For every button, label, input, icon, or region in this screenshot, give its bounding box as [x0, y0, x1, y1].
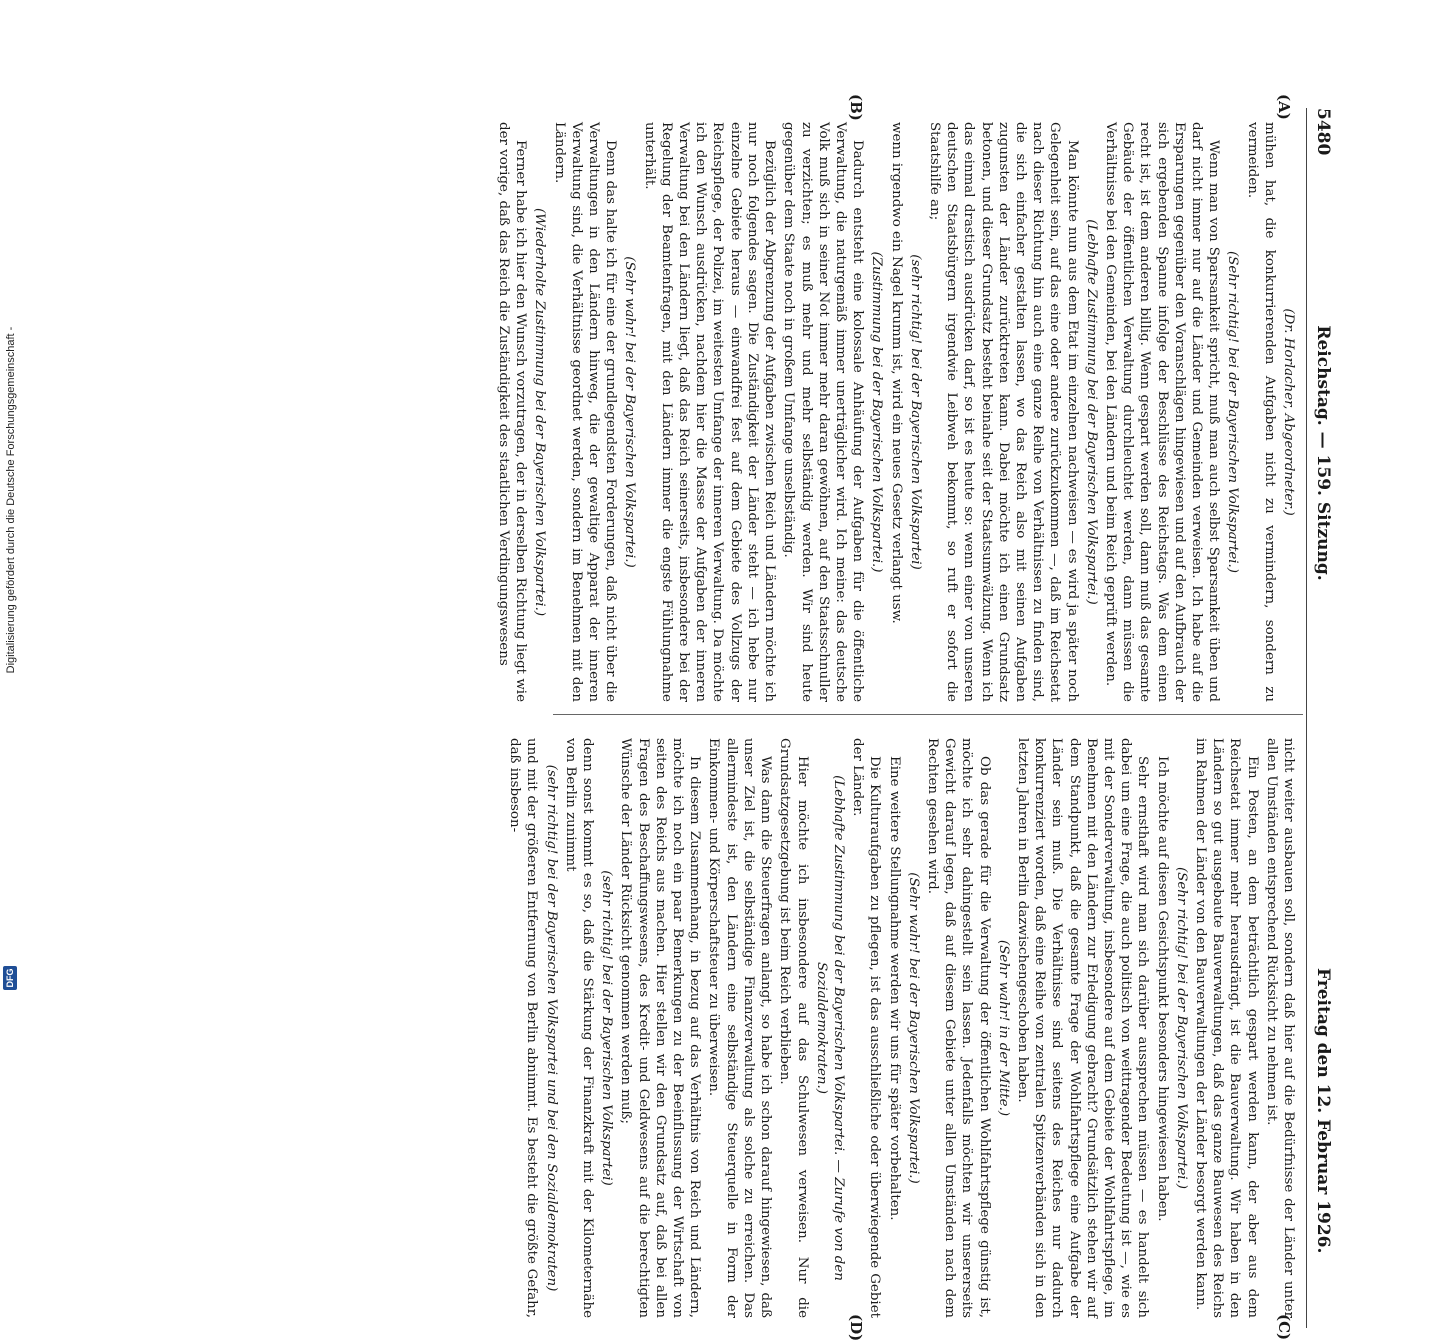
- paragraph: Ich möchte auf diesen Gesichtspunkt besonders hingewiesen haben.: [1154, 756, 1170, 1222]
- interjection: (sehr richtig! bei der Bayerischen Volkspartei): [599, 870, 615, 1186]
- paragraph: Eine weitere Stellungnahme werden wir uns für später vorbehalten.: [886, 756, 902, 1221]
- paragraph: Dadurch entsteht eine kolossale Anhäufung der Aufgaben für die öffentliche Verwaltung, die naturgemäß immer unerträglicher wird. Ich meine: das deutsche Volk muß sich in seiner Not immer mehr daran gewöhnen, auf den Staatsschnuller zu verzichten; es muß mehr und mehr selbständig werden. Wir sind heute gegenüber dem Staate noch in großem Umfange unselbständig.: [781, 122, 866, 702]
- interjection: (sehr richtig! bei der Bayerischen Volkspartei und bei den Sozialdemokraten): [543, 764, 559, 1292]
- margin-mark-b: (B): [847, 94, 865, 121]
- paragraph: (Dr. Horlacher, Abgeordneter.): [1281, 308, 1296, 516]
- interjection: (sehr richtig! bei der Bayerischen Volkspartei): [907, 254, 923, 570]
- interjection: (Sehr richtig! bei der Bayerischen Volkspartei.): [1173, 866, 1189, 1190]
- paragraph: Bezüglich der Abgrenzung der Aufgaben zwischen Reich und Ländern möchte ich nur noch folgendes sagen. Die Zuständigkeit der Länder steht — ich hebe nur einzelne Gebiete heraus — einwandfrei fest auf dem Gebiete des Vollzugs der Reichspflege, der Polizei, im weitesten Umfange der inneren Verwaltung. Da möchte ich den Wunsch ausdrücken, nachdem hier die Masse der Aufgaben der inneren Verwaltung bei den Ländern liegt, daß das Reich seinerseits, insbesondere bei der Regelung der Beamtenfragen, mit den Ländern immer die engste Fühlungnahme unterhält.: [641, 122, 778, 702]
- column-divider: [553, 714, 1303, 715]
- margin-mark-d: (D): [847, 1314, 865, 1341]
- paragraph: Sehr ernsthaft wird man sich darüber aussprechen müssen — es handelt sich dabei um eine Frage, die auch politisch von weittragender Bedeutung ist —, wie es mit der Sonderverwaltung, insbesondere auf dem Gebiete der Wohlfahrtspflege, im Benehmen mit den Ländern zur Erledigung gebracht? Grundsätzlich stehen wir auf dem Standpunkt, daß die gesamte Frage der Wohlfahrtspflege eine Aufgabe der Länder sein muß. Die Verhältnisse sind seitens des Reiches nur dadurch konkurrenziert worden, daß eine Reihe von zentralen Spitzenverbänden sich in den letzten Jahren in Berlin dazwischengeschoben haben.: [1014, 738, 1151, 1318]
- document-sheet: [113, 94, 1333, 1341]
- paragraph: denn sonst kommt es so, daß die Stärkung der Finanzkraft mit der Kilometernähe von Berlin zunimmt: [562, 738, 596, 1318]
- margin-mark-a: (A): [1275, 94, 1293, 120]
- interjection: (Wiederholte Zustimmung bei der Bayerischen Volkspartei.): [532, 207, 548, 617]
- page-header: [1306, 108, 1333, 1328]
- paragraph: Man könnte nun aus dem Etat im einzelnen nachweisen — es wird ja später noch Gelegenheit sein, auf das eine oder andere zurückzukommen —, daß im Reichsetat nach dieser Richtung hin auch eine ganze Reihe von Verhältnissen zu finden sind, die sich einfacher gestalten lassen, wo das Reich also mit seinen Aufgaben zugunsten der Länder zurücktreten kann. Dabei möchte ich einen Grundsatz betonen, und dieser Grundsatz besteht beinahe seit der Staatsumwälzung. Wenn ich das einmal drastisch ausdrücken darf, so ist es heute so: wenn einer von unseren deutschen Staatsbürgern irgendwie Leibweh bekommt, so ruft er sofort die Staatshilfe an;: [926, 122, 1080, 702]
- page-number: 5480: [1313, 108, 1333, 156]
- paragraph: Ein Posten, an dem beträchtlich gespart werden kann, der aber aus dem Reichsetat immer mehr herausdrängt, ist die Bauverwaltung. Wir haben in den Ländern so gut ausgebaute Bauverwaltungen, daß das ganze Bauwesen des Reichs im Rahmen der Länder von den Bauverwaltungen der Länder besorgt werden kann.: [1192, 738, 1260, 1318]
- interjection: (Sehr wahr! bei der Bayerischen Volkspartei.): [622, 256, 638, 568]
- dfg-logo-text: DFG: [5, 968, 15, 988]
- paragraph: nicht weiter ausbauen soll, sondern daß hier auf die Bedürfnisse der Länder unter allen Umständen entsprechend Rücksicht zu nehmen ist.: [1263, 738, 1296, 1318]
- paragraph: wenn irgendwo ein Nagel krumm ist, wird ein neues Gesetz verlangt usw.: [888, 122, 904, 624]
- paragraph: mühen hat, die konkurrierenden Aufgaben nicht zu vermindern, sondern zu vermeiden.: [1244, 122, 1277, 702]
- digitization-credit: [0, 0, 22, 1000]
- paragraph: In diesem Zusammenhang, in bezug auf das Verhältnis von Reich und Ländern, möchte ich noch ein paar Bemerkungen zu der Beeinflussung der Wirtschaft von seiten des Reichs aus machen. Hier stellen wir den Grundsatz auf, daß bei allen Fragen des Beschaffungswesens, des Kredit- und Geldwesens auf die berechtigten Wünsche der Länder Rücksicht genommen werden muß;: [618, 738, 703, 1318]
- interjection: (Sehr wahr! in der Mitte.): [995, 939, 1011, 1117]
- paragraph: Wenn man von Sparsamkeit spricht, muß man auch selbst Sparsamkeit üben und darf nicht immer nur auf die Länder und Gemeinden verweisen. Ich habe auf die Ersparungen gegenüber den Voranschlägen hingewiesen und auf den Aufbrauch der sich ergebenden Spanne infolge der Beschlüsse des Reichstags. Was dem einen recht ist, ist dem anderen billig. Wenn gespart werden soll, dann muß das gesamte Gebäude der öffentlichen Verwaltung durchleuchtet werden, dann müssen die Verhältnisse bei den Gemeinden, bei den Ländern und beim Reich geprüft werden.: [1102, 122, 1222, 702]
- right-column: [507, 738, 1297, 1318]
- margin-mark-c: (C): [1275, 1314, 1293, 1341]
- dfg-logo: [3, 966, 17, 990]
- paragraph: Was dann die Steuerfragen anlangt, so habe ich schon darauf hingewiesen, daß unser Ziel ist, die selbständige Finanzverwaltung als solche zu erreichen. Das allermindeste ist, den Ländern eine selbständige Steuerquelle in Form der Einkommen- und Körperschaftsteuer zu überweisen.: [706, 738, 774, 1318]
- interjection: (Sehr richtig! bei der Bayerischen Volkspartei.): [1225, 250, 1241, 574]
- interjection: (Zustimmung bei der Bayerischen Volkspartei.): [869, 251, 885, 573]
- paragraph: Hier möchte ich insbesondere auf das Schulwesen verweisen. Nur die Grundsatzgesetzgebung ist beim Reich verblieben.: [777, 738, 810, 1318]
- digitization-credit-text: Digitalisierung gefördert durch die Deutsche Forschungsgemeinschaft -: [5, 326, 17, 674]
- left-column: [496, 122, 1297, 702]
- session-date: Freitag den 12. Februar 1926.: [1313, 968, 1333, 1254]
- interjection: (Lebhafte Zustimmung bei der Bayerischen Volkspartei. — Zurufe von den Sozialdemokraten.): [813, 775, 846, 1281]
- interjection: (Sehr wahr! bei der Bayerischen Volkspartei.): [905, 872, 921, 1184]
- paragraph: Die Kulturaufgaben zu pflegen, ist das ausschließliche oder überwiegende Gebiet der Länder.: [850, 738, 883, 1318]
- paragraph: und mit der größeren Entfernung von Berlin abnimmt. Es besteht die größte Gefahr, daß insbeson-: [507, 738, 540, 1318]
- paragraph: Denn das halte ich für eine der grundlegendsten Forderungen, daß nicht über die Verwaltungen in den Ländern hinweg, die der gewaltige Apparat der inneren Verwaltung sind, die Verhältnisse geordnet werden, sondern im Benehmen mit den Ländern.: [551, 122, 619, 702]
- session-title: Reichstag. — 159. Sitzung.: [1313, 325, 1333, 581]
- interjection: (Lebhafte Zustimmung bei der Bayerischen Volkspartei.): [1083, 219, 1099, 605]
- paragraph: Ferner habe ich hier den Wunsch vorzutragen, der in derselben Richtung liegt wie der vorige, daß das Reich die Zuständigkeit des staatlichen Verdingungswesens: [496, 122, 529, 702]
- paragraph: Ob das gerade für die Verwaltung der öffentlichen Wohlfahrtspflege günstig ist, möchte ich sehr dahingestellt sein lassen. Jedenfalls möchten wir unsererseits Gewicht darauf legen, daß auf diesem Gebiete unter allen Umständen nach dem Rechten gesehen wird.: [924, 738, 992, 1318]
